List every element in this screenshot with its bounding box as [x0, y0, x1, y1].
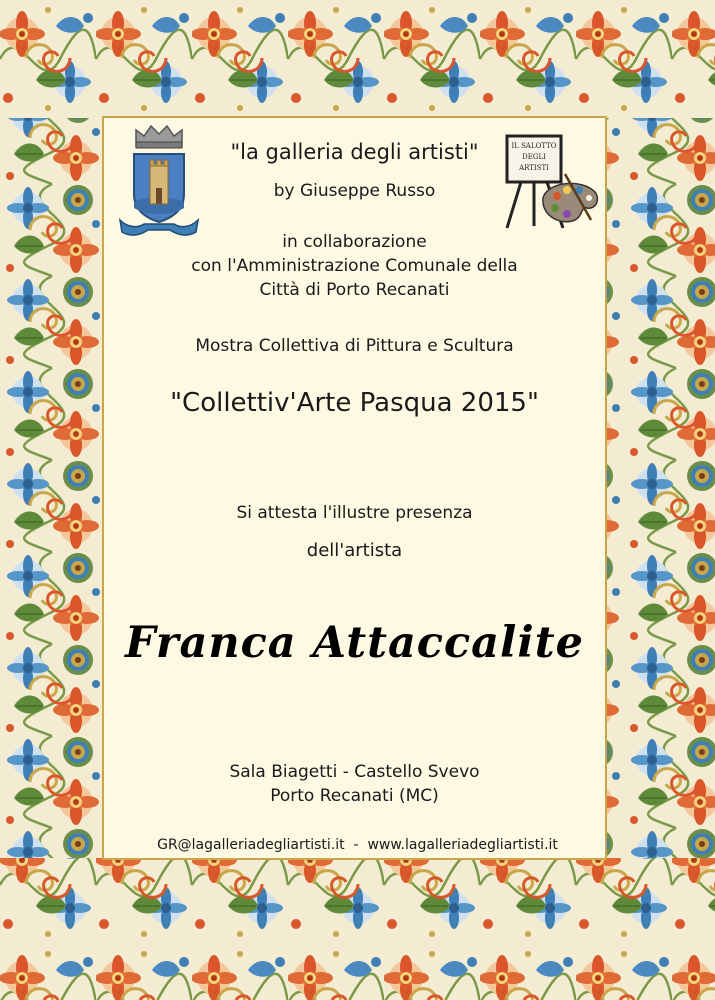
byline: by Giuseppe Russo [273, 181, 436, 201]
venue-line-2: Porto Recanati (MC) [270, 786, 439, 806]
easel-sign-line-3: ARTISTI [519, 164, 549, 172]
collaboration-line-2: con l'Amministrazione Comunale della [191, 256, 518, 276]
artist-name: Franca Attaccalite [125, 618, 584, 668]
venue-line-1: Sala Biagetti - Castello Svevo [229, 762, 480, 782]
easel-sign-line-2: DEGLI [522, 153, 546, 161]
contacts-line: GR@lagalleriadegliartisti.it - www.lagalleriadegliartisti.it [157, 837, 558, 853]
collaboration-line-3: Città di Porto Recanati [259, 280, 450, 300]
collaboration-text [104, 230, 605, 302]
venue [104, 760, 605, 808]
exhibition-title: "Collettiv'Arte Pasqua 2015" [170, 388, 539, 418]
attestation-line-2: dell'artista [306, 540, 403, 561]
easel-sign-line-1: IL SALOTTO [511, 142, 557, 150]
exhibition-type: Mostra Collettiva di Pittura e Scultura [195, 336, 514, 356]
attestation-line-1: Si attesta l'illustre presenza [236, 503, 473, 523]
organization-title: "la galleria degli artisti" [230, 140, 479, 164]
collaboration-line-1: in collaborazione [282, 232, 427, 252]
